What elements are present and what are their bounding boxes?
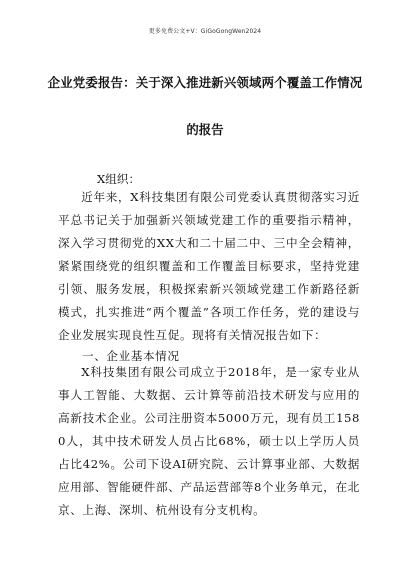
intro-paragraph: 近年来，X科技集团有限公司党委认真贯彻落实习近平总书记关于加强新兴领域党建工作的重要指示精神，深入学习贯彻党的XX大和二十届二中、三中全会精神，紧紧围绕党的组织覆盖和工作覆盖目标要求，坚持党建引领、服务发展，积极探索新兴领域党建工作新路径新模式，扎实推进“两个覆盖”各项工作任务，党的建设与企业发展实现良性互促。现将有关情况报告如下： (58, 190, 360, 342)
section-heading: 一、企业基本情况 (82, 349, 180, 363)
addressee: X组织： (97, 172, 141, 186)
header-note: 更多免费公文+V：GiGoGongWen2024 (148, 28, 262, 35)
section-paragraph: X科技集团有限公司成立于2018年，是一家专业从事人工智能、大数据、云计算等前沿技术研发与应用的高新技术企业。公司注册资本5000万元，现有员工1580人，其中技术研发人员占比68%，硕士以上学历人员占比42%。公司下设AI研究院、云计算事业部、大数据应用部、智能硬件部、产品运营部等8个业务单元，在北京、上海、深圳、杭州设有分支机构。 (58, 365, 360, 517)
document-title-line-1: 企业党委报告：关于深入推进新兴领域两个覆盖工作情况 (47, 75, 363, 90)
document-title-line-2: 的报告 (186, 122, 224, 137)
